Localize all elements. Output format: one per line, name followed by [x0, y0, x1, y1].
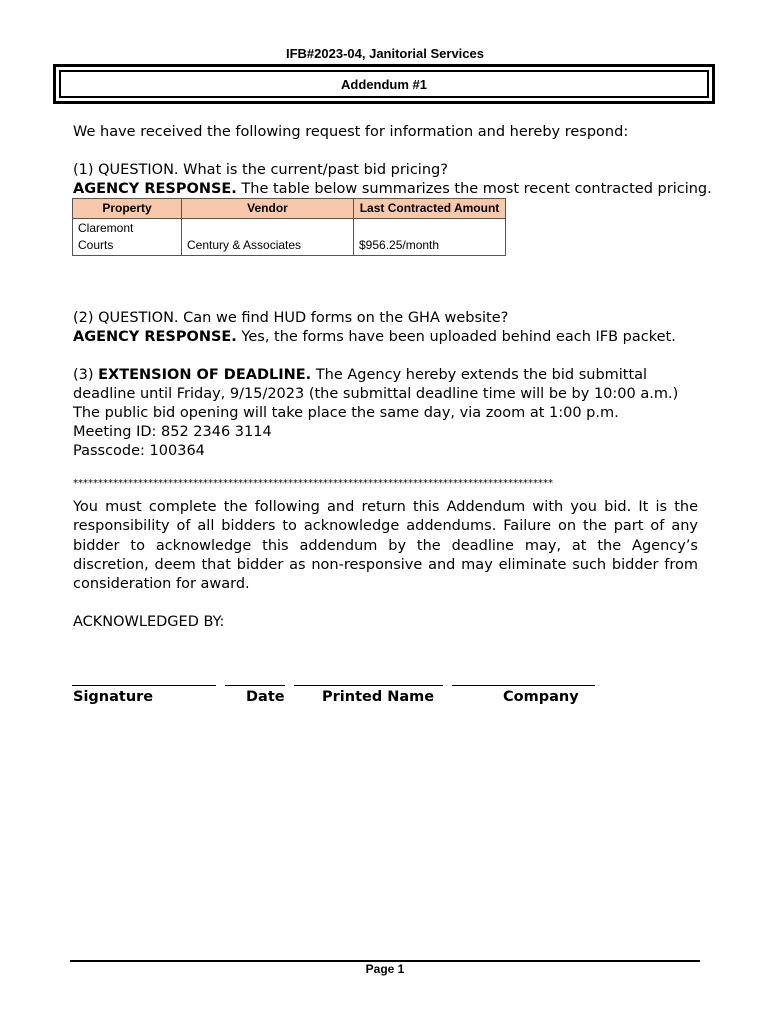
- page-number: Page 1: [365, 962, 405, 976]
- q3-prefix: (3): [73, 367, 99, 383]
- separator-stars: ************************************************************************************************: [73, 478, 553, 489]
- printed-name-label: Printed Name: [322, 689, 435, 705]
- acknowledged-by-label: ACKNOWLEDGED BY:: [73, 614, 225, 630]
- signature-line: [72, 685, 216, 686]
- document-header-title: IFB#2023-04, Janitorial Services: [285, 46, 484, 61]
- meeting-id: Meeting ID: 852 2346 3114: [73, 424, 272, 440]
- q3-extension: [73, 366, 698, 423]
- company-line: [452, 685, 595, 686]
- table-cell-property: Claremont Courts: [73, 219, 182, 256]
- table-cell-vendor: Century & Associates: [182, 219, 354, 256]
- passcode: Passcode: 100364: [73, 443, 205, 459]
- date-line: [225, 685, 285, 686]
- table-header-row: [73, 199, 506, 219]
- q2-response: [73, 328, 676, 347]
- q3-text: The Agency hereby extends the bid submittal deadline until Friday, 9/15/2023 (the submittal deadline time will be by 10:00 a.m.) The public bid opening will take place the same day, via zoom at 1:00 p.m.: [73, 367, 679, 421]
- q1-response-label: AGENCY RESPONSE.: [73, 181, 237, 197]
- date-label: Date: [246, 689, 285, 705]
- q2-question: (2) QUESTION. Can we find HUD forms on the GHA website?: [73, 310, 509, 326]
- table-header-vendor: Vendor: [182, 199, 354, 219]
- table-row: [73, 219, 506, 256]
- addendum-title: Addendum #1: [59, 70, 709, 98]
- printed-name-line: [294, 685, 443, 686]
- table-header-amount: Last Contracted Amount: [354, 199, 506, 219]
- q1-question: (1) QUESTION. What is the current/past bid pricing?: [73, 162, 448, 178]
- table-cell-amount: $956.25/month: [354, 219, 506, 256]
- q3-label: EXTENSION OF DEADLINE.: [98, 367, 312, 383]
- q2-response-text: Yes, the forms have been uploaded behind each IFB packet.: [236, 329, 676, 345]
- pricing-table: [72, 198, 506, 256]
- signature-label: Signature: [73, 689, 154, 705]
- acknowledgement-paragraph: You must complete the following and return this Addendum with you bid. It is the responsibility of all bidders to acknowledge addendums. Failure on the part of any bidder to acknowledge this addendum by the deadline may, at the Agency’s discretion, deem that bidder as non-responsive and may eliminate such bidder from consideration for award.: [73, 499, 698, 593]
- table-header-property: Property: [73, 199, 182, 219]
- addendum-box: [53, 64, 715, 104]
- q1-response-text: The table below summarizes the most recent contracted pricing.: [236, 181, 712, 197]
- q2-response-label: AGENCY RESPONSE.: [73, 329, 237, 345]
- intro-text: We have received the following request for information and hereby respond:: [73, 124, 629, 140]
- company-label: Company: [503, 689, 579, 705]
- q1-response: [73, 180, 712, 199]
